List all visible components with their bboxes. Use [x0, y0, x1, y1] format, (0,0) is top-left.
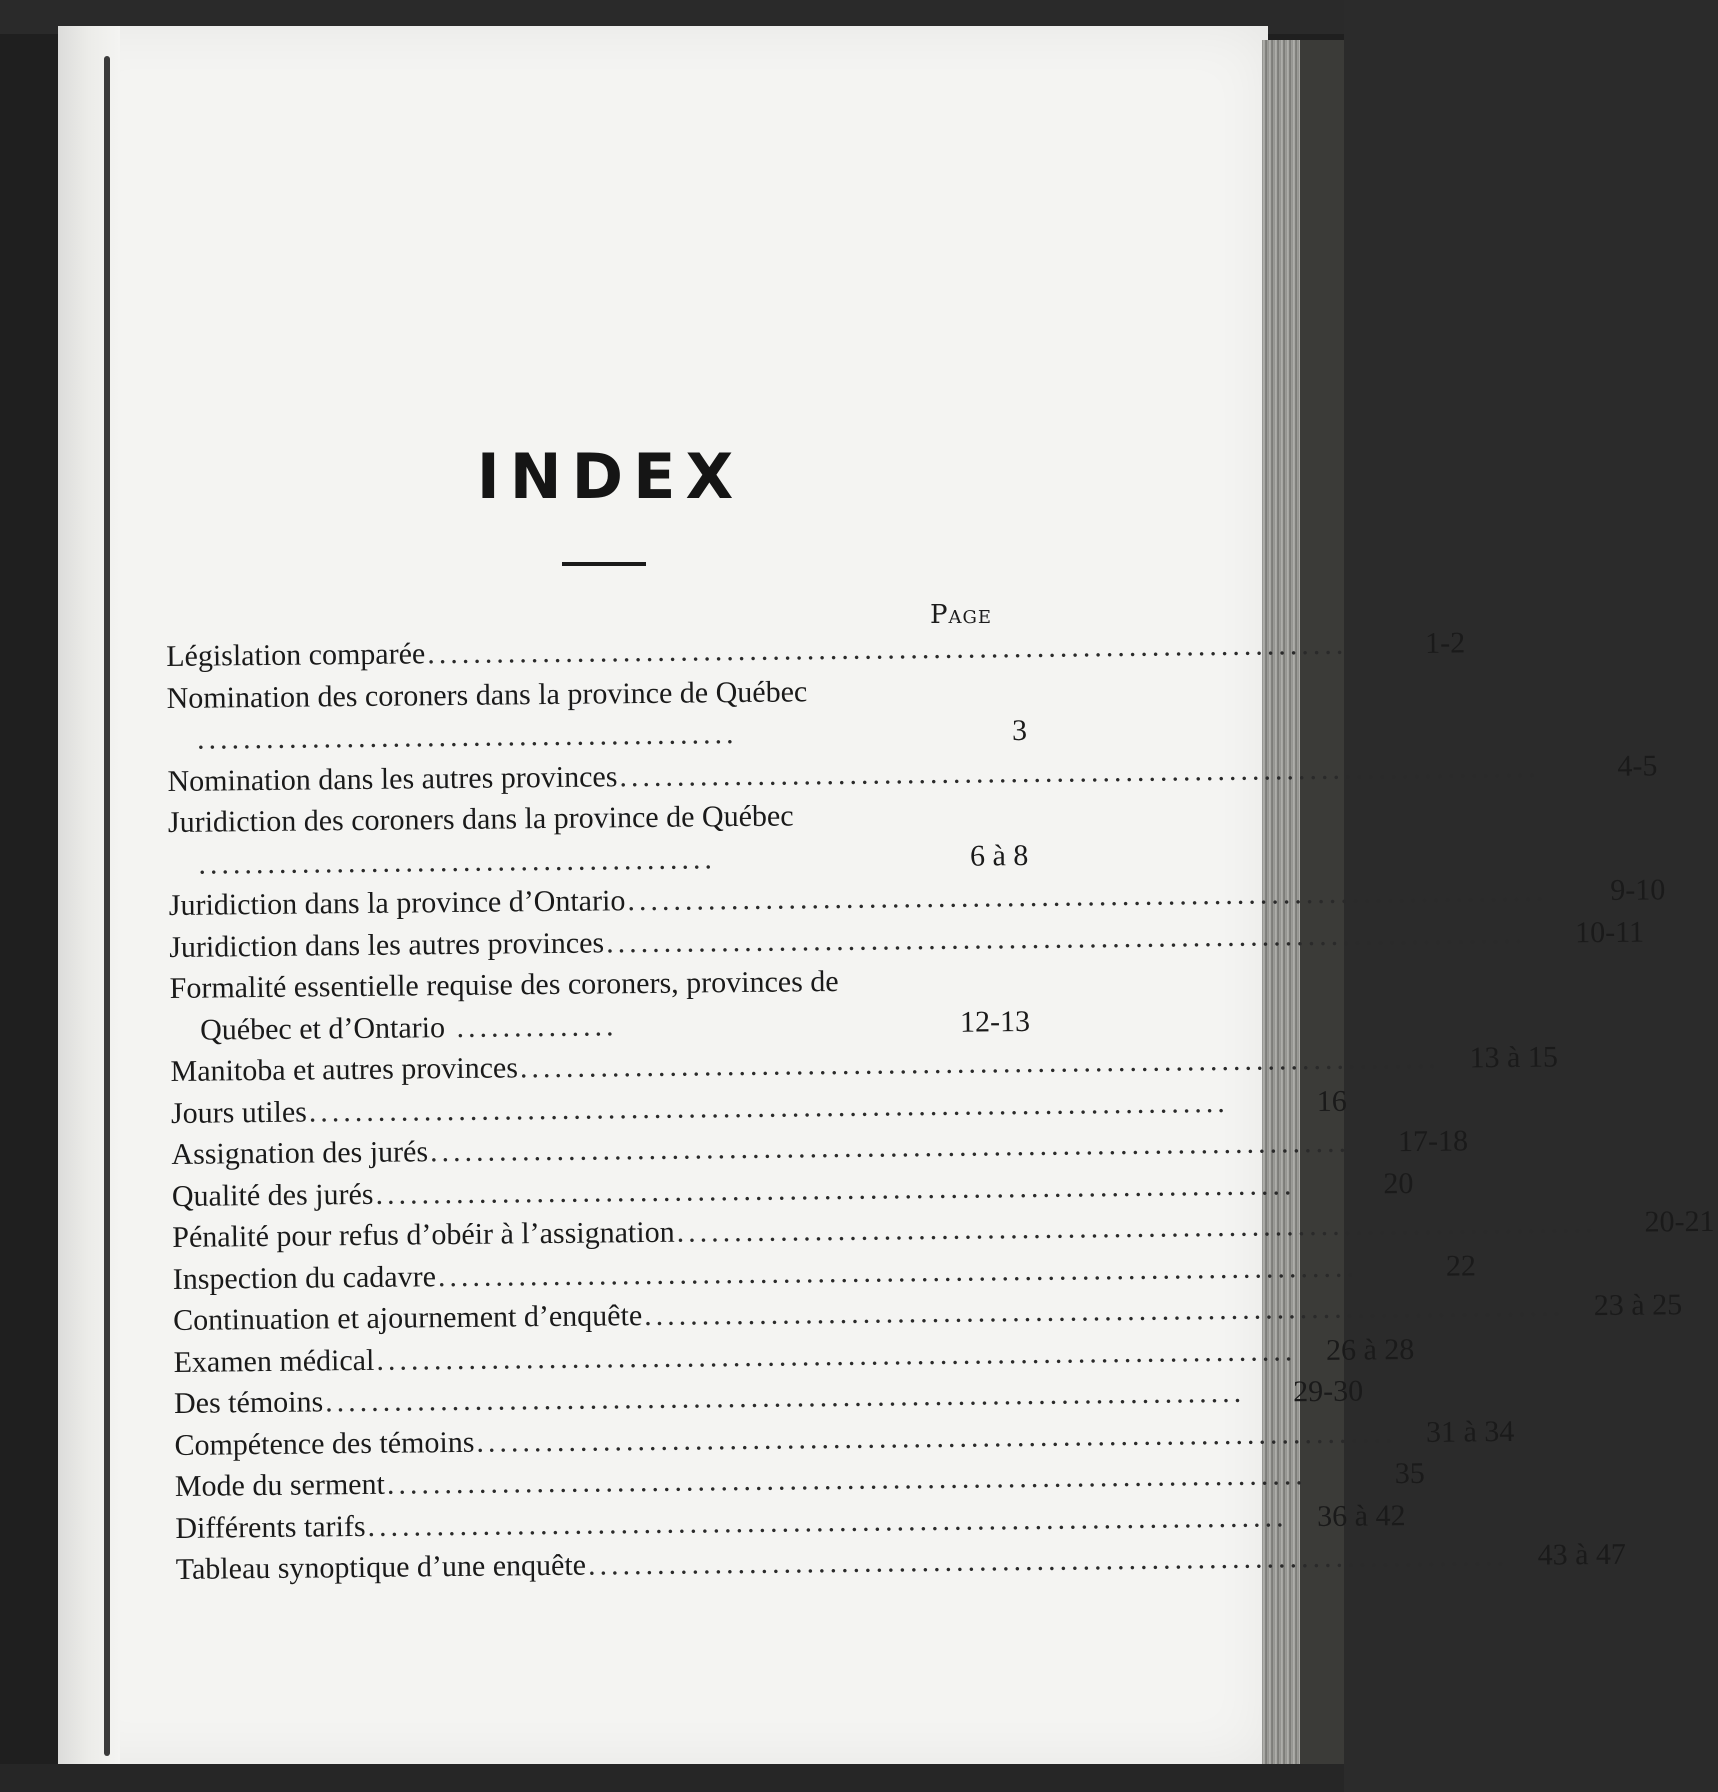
- entry-label: Assignation des jurés: [171, 1135, 429, 1171]
- entry-label: Mode du serment: [174, 1467, 386, 1503]
- page-column-header: Page: [930, 600, 993, 630]
- dot-leader: ................................................................................: [375, 1167, 1296, 1211]
- dot-leader: ................................................................................: [627, 874, 1548, 918]
- entry-page: 20: [1383, 1166, 1414, 1200]
- entry-page: 1-2: [1425, 626, 1466, 660]
- dot-leader: ..............: [444, 1008, 618, 1044]
- entry-page: 6 à 8: [969, 838, 1029, 873]
- entry-page: 20-21: [1644, 1204, 1715, 1239]
- entry-label: Continuation et ajournement d’enquête: [172, 1299, 643, 1337]
- entry-page: 3: [1011, 713, 1028, 748]
- entry-label: Manitoba et autres provinces: [170, 1051, 519, 1088]
- entry-label: Examen médical: [173, 1343, 375, 1379]
- entry-page: 22: [1445, 1248, 1477, 1283]
- dot-leader: ................................................................................: [437, 1250, 1359, 1293]
- dot-leader: ................................................................................: [644, 1289, 1565, 1333]
- entry-page: 10-11: [1575, 915, 1645, 949]
- index-entry: [166, 668, 1027, 760]
- dot-leader: ................................................................................: [308, 1085, 1229, 1129]
- dot-leader: ................................................................................: [605, 916, 1527, 959]
- entry-page: 4-5: [1617, 748, 1658, 783]
- entry-page: 13 à 15: [1469, 1040, 1559, 1075]
- entry-label: Tableau synoptique d’une enquête: [175, 1548, 587, 1586]
- entry-label: Des témoins: [173, 1385, 324, 1420]
- index-list: [166, 626, 1715, 1590]
- dot-leader: ................................................................................: [429, 1125, 1351, 1169]
- entry-page: 43 à 47: [1537, 1537, 1627, 1572]
- entry-label: Inspection du cadavre: [172, 1259, 437, 1296]
- dot-leader: ................................................................................: [427, 627, 1348, 671]
- dot-leader: ................................................................................: [367, 1499, 1288, 1543]
- entry-label: Qualité des jurés: [171, 1177, 374, 1213]
- entry-label: Formalité essentielle requise des coroners, provinces de Québec et d’Ontario: [169, 964, 839, 1047]
- dot-leader: ................................................................................: [325, 1375, 1246, 1419]
- entry-label: Compétence des témoins: [174, 1425, 475, 1462]
- entry-label: Jours utiles: [170, 1095, 308, 1130]
- entry-page: 9-10: [1610, 873, 1666, 907]
- index-title: INDEX: [476, 440, 744, 513]
- scan-bottom-border: [0, 1764, 1344, 1792]
- dot-leader: ................................................................................: [587, 1538, 1509, 1582]
- binding-thread: [104, 56, 110, 1756]
- title-rule: [562, 562, 646, 566]
- entry-page: 16: [1316, 1084, 1347, 1118]
- entry-page: 36 à 42: [1316, 1498, 1406, 1533]
- entry-label: Juridiction dans les autres provinces: [169, 925, 605, 964]
- dot-leader: ................................................................................: [676, 1206, 1597, 1249]
- dot-leader: ................................................................................: [386, 1458, 1307, 1501]
- entry-label: Nomination des coroners dans la province de Québec: [166, 674, 808, 715]
- dot-leader: ...............................................: [196, 717, 738, 756]
- entry-label: Pénalité pour refus d’obéir à l’assignation: [172, 1215, 675, 1254]
- entry-label: Juridiction des coroners dans la province de Québec: [167, 799, 794, 839]
- page-gutter: [58, 26, 120, 1766]
- entry-label: Législation comparée: [166, 637, 426, 673]
- entry-label: Juridiction dans la province d’Ontario: [168, 884, 626, 922]
- index-entry: [169, 959, 1030, 1051]
- entry-page: 35: [1394, 1456, 1425, 1491]
- entry-label: Différents tarifs: [175, 1509, 366, 1545]
- entry-page: 12-13: [959, 1004, 1031, 1039]
- dot-leader: ................................................................................: [519, 1041, 1441, 1085]
- index-entry: [168, 793, 1029, 885]
- entry-label: Nomination dans les autres provinces: [167, 759, 618, 798]
- entry-page: 26 à 28: [1325, 1332, 1415, 1367]
- dot-leader: ................................................................................: [476, 1415, 1397, 1459]
- entry-page: 23 à 25: [1593, 1288, 1683, 1323]
- entry-page: 17-18: [1397, 1124, 1469, 1159]
- entry-page: 29-30: [1292, 1374, 1364, 1409]
- entry-page: 31 à 34: [1425, 1414, 1515, 1449]
- dot-leader: .............................................: [198, 841, 717, 881]
- dot-leader: ................................................................................: [376, 1333, 1297, 1377]
- dot-leader: ................................................................................: [619, 750, 1540, 793]
